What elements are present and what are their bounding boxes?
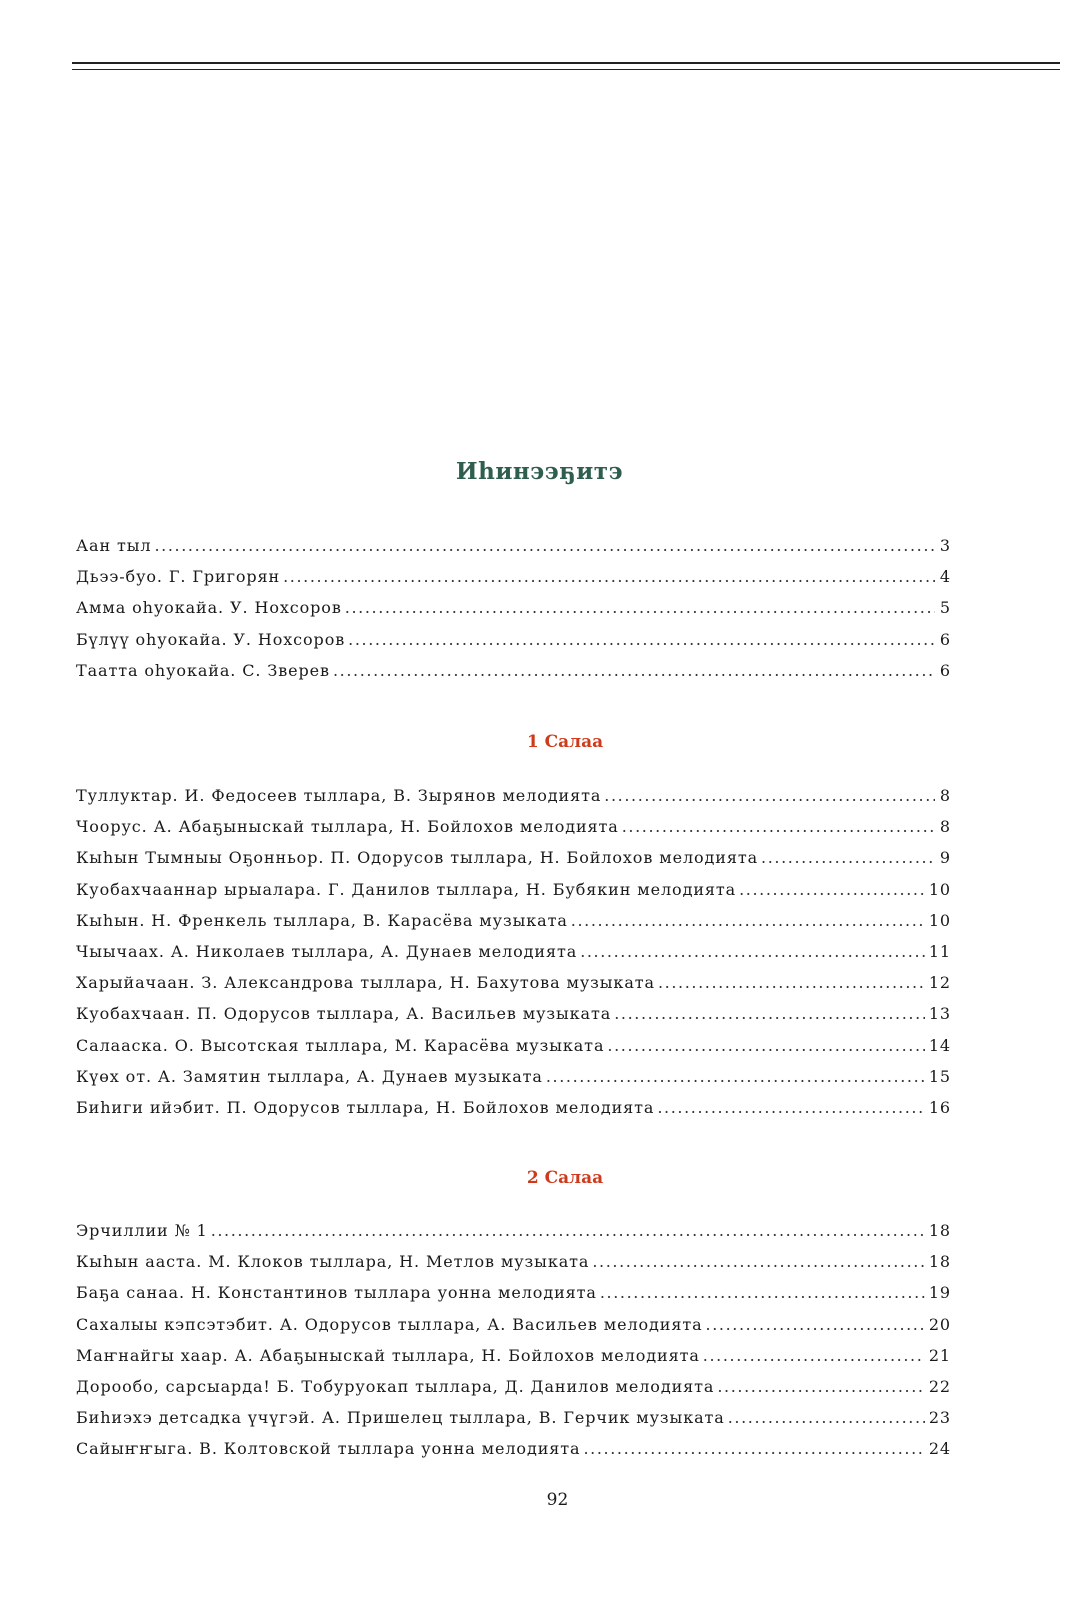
toc-entry-page: 24 xyxy=(928,1439,951,1459)
toc-entry-title: Куобахчааннар ырыалара. Г. Данилов тыллара, Н. Бубякин мелодията xyxy=(76,879,737,899)
toc-entry xyxy=(76,630,951,661)
toc-entry-title: Күөх от. А. Замятин тыллара, А. Дунаев музыката xyxy=(76,1066,543,1086)
toc-dot-leader xyxy=(622,817,935,836)
toc-entry xyxy=(76,786,951,817)
toc-entry-page: 8 xyxy=(939,817,951,837)
toc-entry xyxy=(76,973,951,1004)
toc-entry-page: 5 xyxy=(939,598,951,618)
toc-entry-title: Салааска. О. Высотская тыллара, М. Карасёва музыката xyxy=(76,1035,605,1055)
toc-entry-title: Кыhын ааста. М. Клоков тыллара, Н. Метлов музыката xyxy=(76,1252,590,1272)
toc-dot-leader xyxy=(717,1377,924,1396)
toc-entry-page: 18 xyxy=(928,1252,951,1272)
toc-dot-leader xyxy=(703,1346,925,1365)
toc-dot-leader xyxy=(283,567,935,586)
toc-entry-page: 10 xyxy=(928,910,951,930)
toc-dot-leader xyxy=(571,911,925,930)
toc-entry-title: Бүлүү оhуокайа. У. Нохсоров xyxy=(76,629,346,649)
toc-entry xyxy=(76,942,951,973)
toc-entry-page: 3 xyxy=(939,536,951,555)
toc-entry-title: Биhиги ийэбит. П. Одорусов тыллара, Н. Бойлохов мелодията xyxy=(76,1097,655,1117)
toc-entry-page: 21 xyxy=(928,1345,951,1365)
toc-entry-page: 10 xyxy=(928,879,951,899)
toc-entry xyxy=(76,1098,951,1129)
toc-dot-leader xyxy=(607,1036,924,1055)
toc-entry-page: 9 xyxy=(939,848,951,868)
toc-entry-title: Кыhын. Н. Френкель тыллара, В. Карасёва музыката xyxy=(76,910,568,930)
toc-dot-leader xyxy=(739,880,925,899)
toc-dot-leader xyxy=(600,1283,925,1302)
toc-dot-leader xyxy=(583,1439,924,1458)
toc-entry-page: 19 xyxy=(928,1283,951,1303)
section-1-title: 1 Салаа xyxy=(526,732,604,752)
toc-entry-page: 15 xyxy=(928,1066,951,1086)
toc-entry xyxy=(76,1252,951,1283)
toc-entry-title: Баҕа санаа. Н. Константинов тыллара уонна мелодията xyxy=(76,1283,597,1303)
toc-entry-title: Туллуктар. И. Федосеев тыллара, В. Зырянов мелодията xyxy=(76,786,602,805)
toc-entry xyxy=(76,1346,951,1377)
toc-entry-title: Биhиэхэ детсадка үчүгэй. А. Пришелец тыллара, В. Герчик музыката xyxy=(76,1408,725,1428)
toc-entry xyxy=(76,567,951,598)
toc-entry-page: 16 xyxy=(928,1097,951,1117)
toc-entry-title: Куобахчаан. П. Одорусов тыллара, А. Васильев музыката xyxy=(76,1004,612,1024)
page-number: 92 xyxy=(546,1490,569,1510)
toc-entry-title: Маҥнайгы хаар. А. Абаҕыныскай тыллара, Н. Бойлохов мелодията xyxy=(76,1345,700,1365)
toc-entry-title: Сайыҥҥыга. В. Колтовской тыллара уонна мелодията xyxy=(76,1439,581,1459)
toc-entry xyxy=(76,1067,951,1098)
toc-dot-leader xyxy=(761,848,935,867)
toc-entry xyxy=(76,536,951,567)
toc-dot-leader xyxy=(706,1315,925,1334)
toc-dot-leader xyxy=(592,1252,924,1271)
toc-entry-title: Харыйачаан. З. Александрова тыллара, Н. Бахутова музыката xyxy=(76,973,655,993)
toc-dot-leader xyxy=(154,536,935,555)
toc-entry xyxy=(76,1221,951,1252)
toc-entry-title: Чыычаах. А. Николаев тыллара, А. Дунаев мелодията xyxy=(76,941,578,961)
toc-entry-page: 20 xyxy=(928,1314,951,1334)
toc-entry xyxy=(76,1283,951,1314)
toc-entry-page: 18 xyxy=(928,1221,951,1240)
toc-entry-page: 4 xyxy=(939,567,951,587)
toc-entry-page: 11 xyxy=(928,941,951,961)
toc-dot-leader xyxy=(348,630,935,649)
toc-entry-page: 22 xyxy=(928,1376,951,1396)
toc-dot-leader xyxy=(728,1408,925,1427)
toc-dot-leader xyxy=(580,942,925,961)
header-rule-thin xyxy=(72,69,1060,70)
header-rule-thick xyxy=(72,62,1060,64)
toc-entry xyxy=(76,1315,951,1346)
toc-entry xyxy=(76,880,951,911)
toc-dot-leader xyxy=(658,973,925,992)
toc-entry-title: Дорообо, сарсыарда! Б. Тобуруокап тыллара, Д. Данилов мелодията xyxy=(76,1376,715,1396)
toc-entry-title: Сахалыы кэпсэтэбит. А. Одорусов тыллара, А. Васильев мелодията xyxy=(76,1314,703,1334)
toc-entry-page: 23 xyxy=(928,1408,951,1428)
toc-entry-title: Чоорус. А. Абаҕыныскай тыллара, Н. Бойлохов мелодията xyxy=(76,817,619,837)
toc-entry-title: Кыhын Тымныы Оҕонньор. П. Одорусов тыллара, Н. Бойлохов мелодията xyxy=(76,848,759,868)
toc-dot-leader xyxy=(614,1004,925,1023)
toc-entry xyxy=(76,1377,951,1408)
toc-dot-leader xyxy=(657,1098,924,1117)
toc-entry-page: 13 xyxy=(928,1004,951,1024)
toc-dot-leader xyxy=(211,1221,925,1240)
toc-entry-page: 12 xyxy=(928,973,951,993)
toc-section-1-list xyxy=(76,786,951,1129)
toc-entry xyxy=(76,598,951,629)
toc-entry-title: Дьээ-буо. Г. Григорян xyxy=(76,567,281,587)
section-2-title: 2 Салаа xyxy=(526,1168,604,1188)
toc-entry xyxy=(76,661,951,692)
toc-dot-leader xyxy=(546,1067,925,1086)
toc-entry xyxy=(76,1036,951,1067)
toc-entry-title: Таатта оhуокайа. С. Зверев xyxy=(76,660,330,680)
toc-entry-page: 14 xyxy=(928,1035,951,1055)
toc-section-2-list xyxy=(76,1221,951,1471)
page-title: Иhинээҕитэ xyxy=(455,458,624,485)
toc-entry-title: Эрчиллии № 1 xyxy=(76,1221,208,1240)
toc-entry-title: Аан тыл xyxy=(76,536,152,555)
toc-entry xyxy=(76,911,951,942)
toc-dot-leader xyxy=(604,786,935,805)
toc-entry xyxy=(76,817,951,848)
toc-dot-leader xyxy=(345,598,935,617)
toc-entry-title: Амма оhуокайа. У. Нохсоров xyxy=(76,598,342,618)
toc-entry xyxy=(76,1408,951,1439)
toc-intro-list xyxy=(76,536,951,692)
toc-entry-page: 8 xyxy=(939,786,951,805)
toc-entry xyxy=(76,848,951,879)
toc-entry xyxy=(76,1439,951,1470)
toc-entry-page: 6 xyxy=(939,660,951,680)
toc-dot-leader xyxy=(333,661,935,680)
toc-entry-page: 6 xyxy=(939,629,951,649)
toc-entry xyxy=(76,1004,951,1035)
